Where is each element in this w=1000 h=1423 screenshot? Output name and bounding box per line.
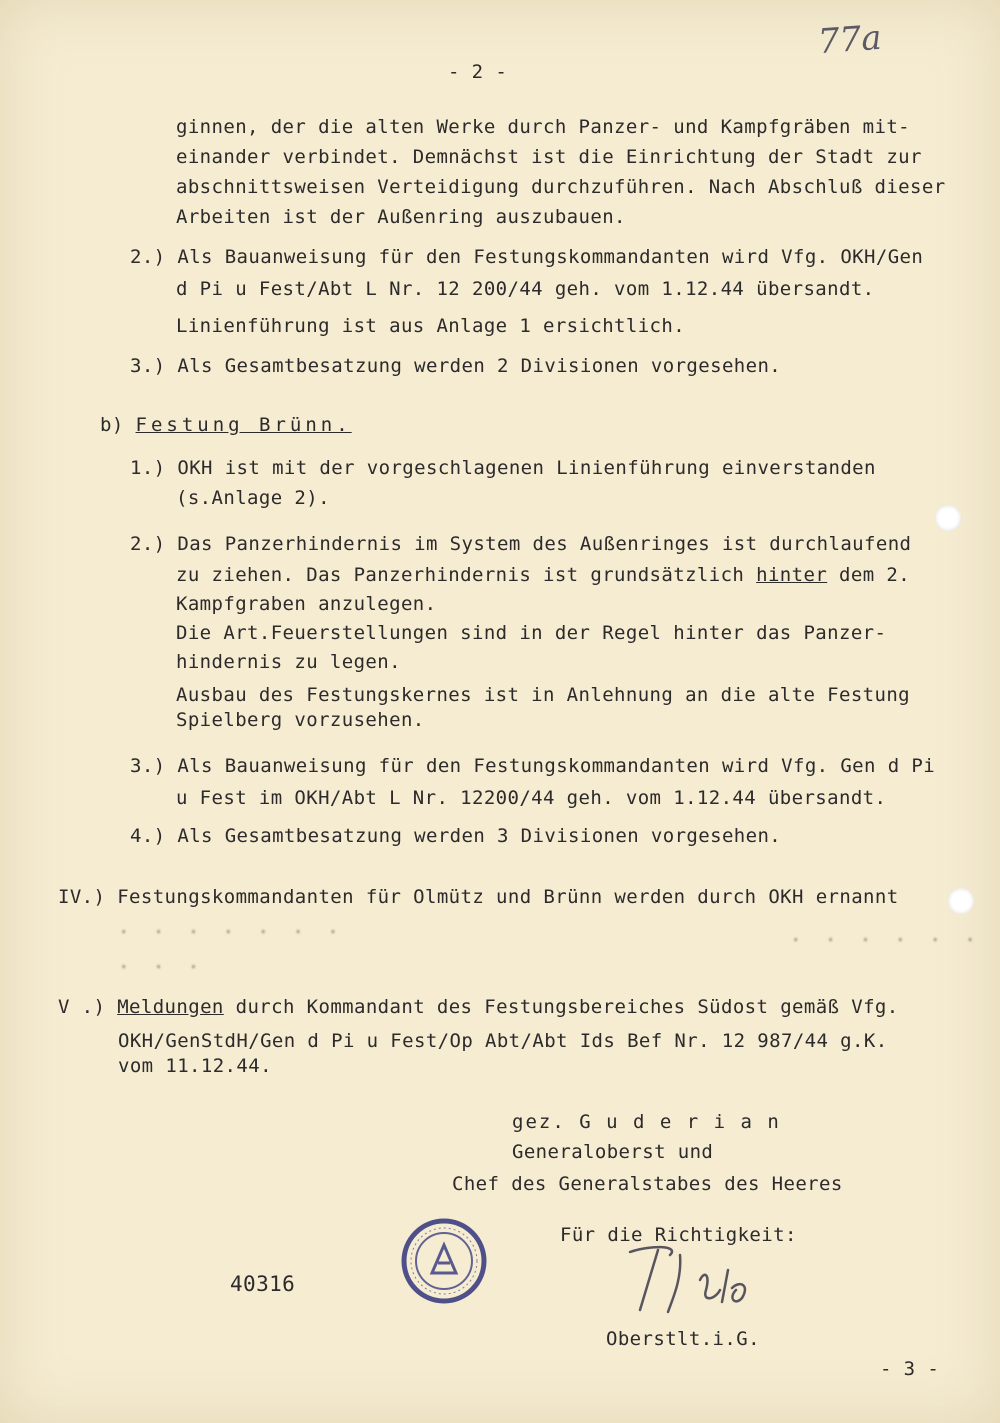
illegible-struck-text: · · ·	[118, 956, 206, 978]
text-line: einander verbindet. Demnächst ist die Einrichtung der Stadt zur	[176, 146, 922, 168]
text-line: Ausbau des Festungskernes ist in Anlehnung an die alte Festung	[176, 684, 911, 706]
text-line: Linienführung ist aus Anlage 1 ersichtlich.	[176, 315, 686, 337]
text-line: 1.) OKH ist mit der vorgeschlagenen Linienführung einverstanden	[130, 457, 876, 479]
punch-hole	[935, 505, 961, 531]
text-segment: dem 2.	[839, 564, 911, 586]
signature-title: Chef des Generalstabes des Heeres	[452, 1173, 843, 1195]
signature-name: gez. G u d e r i a n	[512, 1111, 781, 1133]
text-segment: durch Kommandant des Festungsbereiches Südost gemäß Vfg.	[235, 996, 899, 1018]
handwritten-page-note: 77a	[816, 17, 883, 63]
text-line: Die Art.Feuerstellungen sind in der Regel hinter das Panzer-	[176, 622, 887, 644]
section-heading	[100, 413, 352, 437]
text-line: OKH/GenStdH/Gen d Pi u Fest/Op Abt/Abt Ids Bef Nr. 12 987/44 g.K.	[118, 1030, 888, 1052]
text-line: Spielberg vorzusehen.	[176, 709, 425, 731]
next-page-marker: - 3 -	[880, 1358, 940, 1380]
punch-hole	[948, 888, 974, 914]
text-segment: zu ziehen. Das Panzerhindernis ist grundsätzlich	[176, 564, 745, 586]
text-line: 3.) Als Bauanweisung für den Festungskommandanten wird Vfg. Gen d Pi	[130, 755, 936, 777]
text-line: 2.) Als Bauanweisung für den Festungskommandanten wird Vfg. OKH/Gen	[130, 246, 924, 268]
certification-text: Für die Richtigkeit:	[560, 1224, 797, 1246]
text-line: d Pi u Fest/Abt L Nr. 12 200/44 geh. vom 1.12.44 übersandt.	[176, 278, 875, 300]
text-line: abschnittsweisen Verteidigung durchzuführen. Nach Abschluß dieser	[176, 176, 946, 198]
signatory-rank: Oberstlt.i.G.	[606, 1328, 760, 1350]
section-heading-title: Festung Brünn.	[135, 414, 352, 436]
text-line: 2.) Das Panzerhindernis im System des Außenringes ist durchlaufend	[130, 533, 912, 555]
text-line	[176, 563, 910, 587]
underlined-word: hinter	[756, 564, 828, 586]
text-line	[58, 995, 899, 1019]
text-line: 3.) Als Gesamtbesatzung werden 2 Divisionen vorgesehen.	[130, 355, 782, 377]
text-line: IV.) Festungskommandanten für Olmütz und Brünn werden durch OKH ernannt	[58, 886, 899, 908]
text-line: (s.Anlage 2).	[176, 487, 330, 509]
illegible-struck-text: · · · · · · ·	[118, 921, 345, 943]
text-line: u Fest im OKH/Abt L Nr. 12200/44 geh. vom 1.12.44 übersandt.	[176, 787, 887, 809]
underlined-word: Meldungen	[117, 996, 224, 1018]
text-line: vom 11.12.44.	[118, 1055, 272, 1077]
signature-rank: Generaloberst und	[512, 1141, 714, 1163]
text-line: ginnen, der die alten Werke durch Panzer- und Kampfgräben mit-	[176, 116, 911, 138]
page-number: - 2 -	[448, 61, 508, 83]
archive-number: 40316	[230, 1272, 296, 1296]
illegible-struck-text: · · · · · ·	[790, 929, 982, 951]
text-line: hindernis zu legen.	[176, 651, 401, 673]
official-round-stamp	[398, 1215, 490, 1307]
text-line: Kampfgraben anzulegen.	[176, 593, 437, 615]
section-heading-prefix: b)	[100, 414, 136, 436]
text-line: 4.) Als Gesamtbesatzung werden 3 Divisionen vorgesehen.	[130, 825, 782, 847]
text-line: Arbeiten ist der Außenring auszubauen.	[176, 206, 626, 228]
handwritten-signature	[610, 1240, 760, 1320]
text-segment: V .)	[58, 996, 118, 1018]
